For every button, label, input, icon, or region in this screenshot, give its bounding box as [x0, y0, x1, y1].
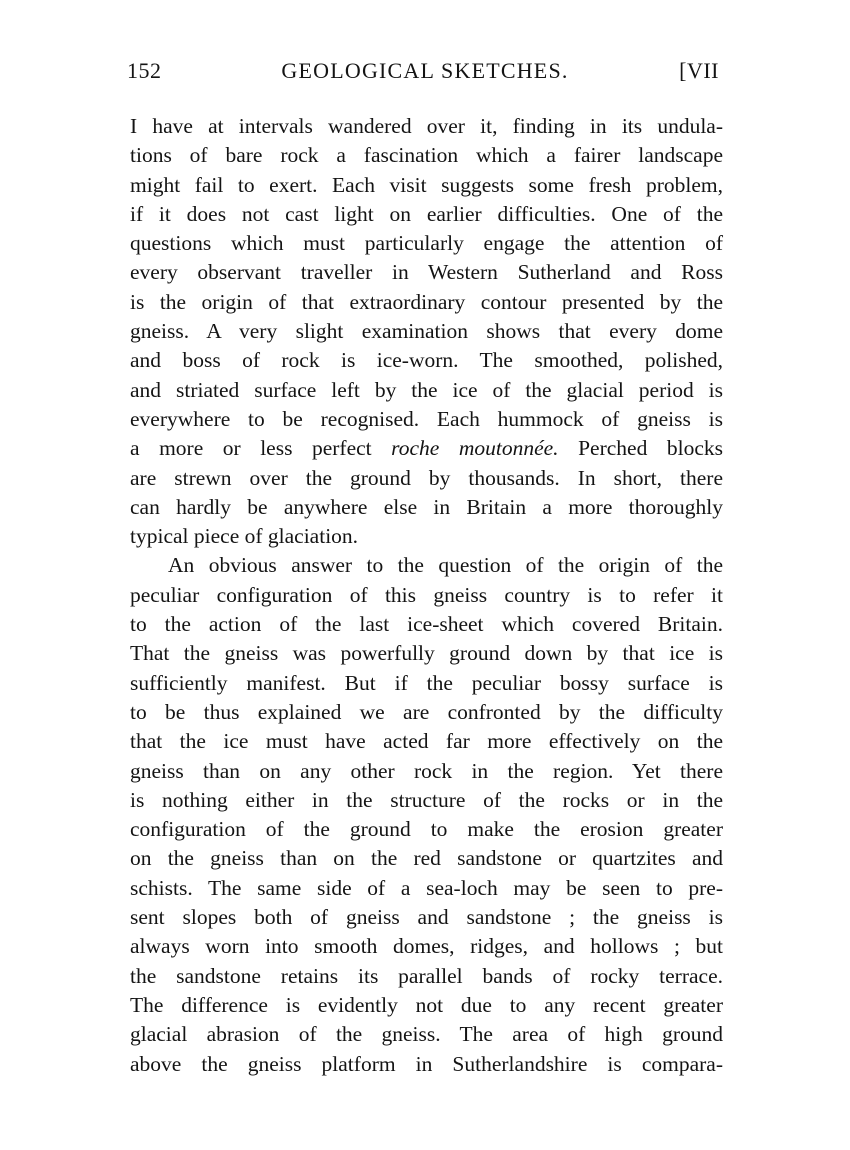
section-marker: [VII [679, 58, 719, 83]
text-line: glacial abrasion of the gneiss. The area of high ground [130, 1022, 723, 1047]
text-segment: a more or less perfect [130, 436, 392, 461]
text-line: on the gneiss than on the red sandstone or quartzites and [130, 846, 723, 871]
text-line: gneiss than on any other rock in the region. Yet there [130, 758, 723, 783]
text-line: questions which must particularly engage the attention of [130, 231, 723, 256]
text-line: The difference is evidently not due to any recent greater [130, 992, 723, 1017]
text-segment: Perched blocks [558, 436, 723, 461]
text-line: That the gneiss was powerfully ground down by that ice is [130, 641, 723, 666]
text-line: every observant traveller in Western Sutherland and Ross [130, 260, 723, 285]
running-title: GEOLOGICAL SKETCHES. [281, 58, 569, 83]
text-line: schists. The same side of a sea-loch may be seen to pre- [130, 875, 723, 900]
text-line: to the action of the last ice-sheet which covered Britain. [130, 612, 723, 637]
page-number: 152 [127, 58, 162, 83]
text-line: gneiss. A very slight examination shows that every dome [130, 319, 723, 344]
text-line: I have at intervals wandered over it, finding in its undula- [130, 114, 723, 138]
page-header [125, 58, 725, 92]
text-line: might fail to exert. Each visit suggests some fresh problem, [130, 172, 723, 197]
paragraph-end-line: typical piece of glaciation. [130, 524, 359, 549]
text-line-with-italic [130, 434, 723, 463]
text-line: if it does not cast light on earlier difficulties. One of the [130, 201, 723, 226]
text-line: can hardly be anywhere else in Britain a more thoroughly [130, 494, 723, 519]
body-text [130, 112, 723, 1079]
text-line: configuration of the ground to make the erosion greater [130, 817, 723, 842]
text-line: to be thus explained we are confronted by the difficulty [130, 699, 723, 724]
italic-term: roche moutonnée. [391, 436, 559, 461]
text-line: and striated surface left by the ice of the glacial period is [130, 377, 723, 402]
text-line: above the gneiss platform in Sutherlandshire is compara- [130, 1051, 723, 1076]
text-line: and boss of rock is ice-worn. The smoothed, polished, [130, 348, 723, 373]
text-line: sent slopes both of gneiss and sandstone ; the gneiss is [130, 905, 723, 930]
text-line: is the origin of that extraordinary contour presented by the [130, 289, 723, 314]
text-line: peculiar configuration of this gneiss country is to refer it [130, 582, 723, 607]
paragraph-start-line: An obvious answer to the question of the origin of the [168, 553, 723, 578]
text-line: that the ice must have acted far more effectively on the [130, 729, 723, 754]
text-line: always worn into smooth domes, ridges, and hollows ; but [130, 934, 723, 959]
text-line: sufficiently manifest. But if the peculiar bossy surface is [130, 670, 723, 695]
text-line: are strewn over the ground by thousands. In short, there [130, 465, 723, 490]
text-line: the sandstone retains its parallel bands of rocky terrace. [130, 963, 723, 988]
text-line: everywhere to be recognised. Each hummock of gneiss is [130, 406, 723, 431]
text-line: tions of bare rock a fascination which a fairer landscape [130, 143, 723, 168]
text-line: is nothing either in the structure of the rocks or in the [130, 787, 723, 812]
